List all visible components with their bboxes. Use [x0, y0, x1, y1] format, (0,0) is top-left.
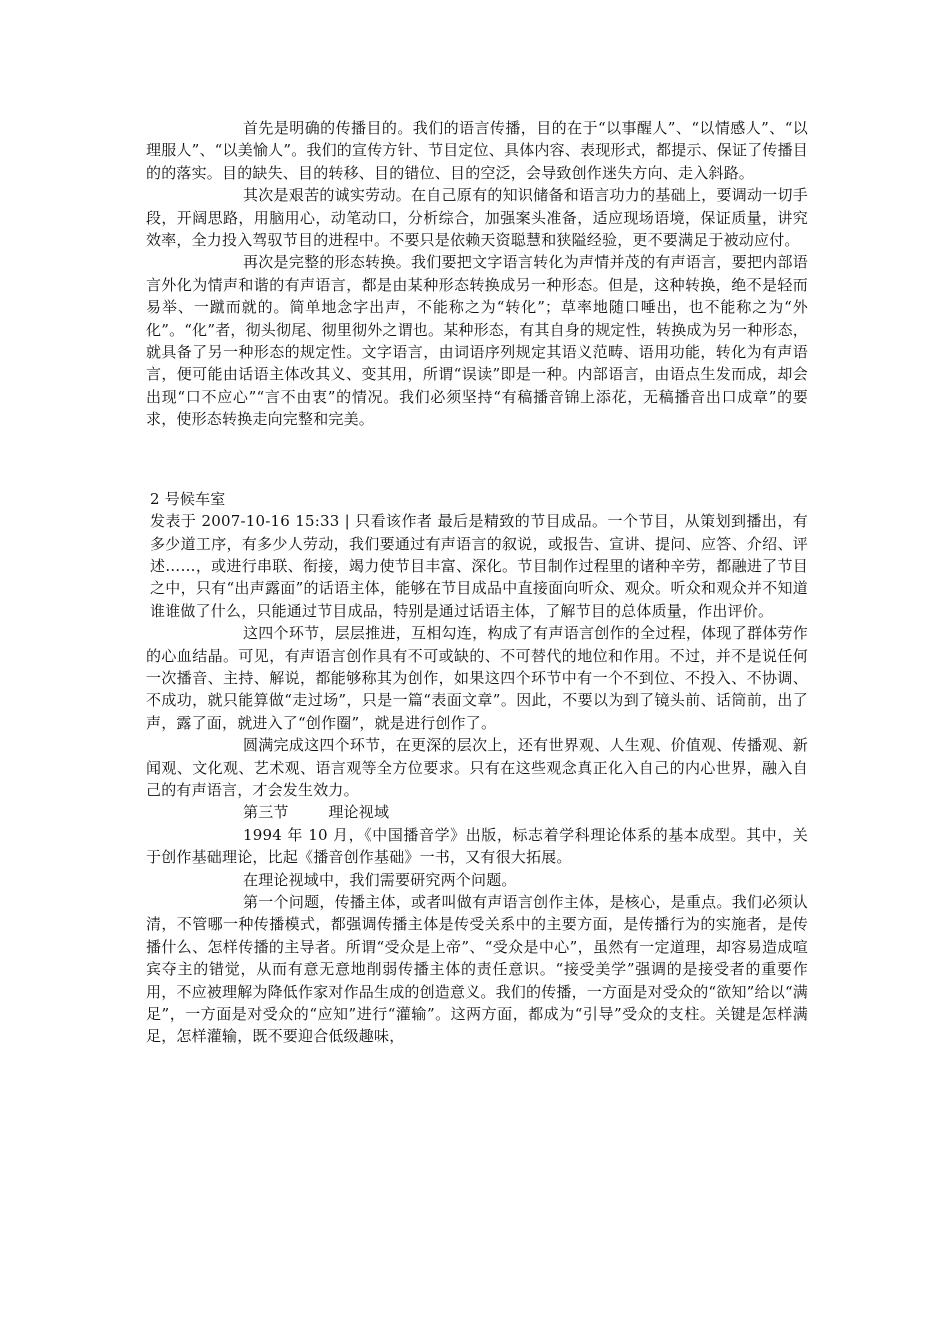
paragraph-two-questions: 在理论视域中，我们需要研究两个问题。	[243, 870, 517, 889]
paragraph-four-links: 这四个环节，层层推进，互相勾连，构成了有声语言创作的全过程，体现了群体劳作的心血结晶。可见，有声语言创作具有不可或缺的、不可替代的地位和作用。不过，并不是说任何一次播音、主持、解说，都能够称其为创作，如果这四个环节中有一个不到位、不投入、不协调、不成功，就只能算做“走过场”，只是一篇“表面文章”。因此，不要以为到了镜头前、话筒前，出了声，露了面，就进入了“创作圈”，就是进行创作了。	[146, 624, 808, 732]
paragraph-worldview: 圆满完成这四个环节，在更深的层次上，还有世界观、人生观、价值观、传播观、新闻观、文化观、艺术观、语言观等全方位要求。只有在这些观念真正化入自己的内心世界，融入自己的有声语言，才会发生效力。	[146, 736, 808, 799]
paragraph-first-question: 第一个问题，传播主体，或者叫做有声语言创作主体，是核心，是重点。我们必须认清，不管哪一种传播模式，都强调传播主体是传受关系中的主要方面，是传播行为的实施者，是传播什么、怎样传播的主导者。所谓“受众是上帝”、“受众是中心”，虽然有一定道理，却容易造成喧宾夺主的错觉，从而有意无意地削弱传播主体的责任意识。“接受美学”强调的是接受者的重要作用，不应被理解为降低作家对作品生成的创造意义。我们的传播，一方面是对受众的“欲知”给以“满足”，一方面是对受众的“应知”进行“灌输”。这两方面，都成为“引导”受众的支柱。关键是怎样满足，怎样灌输，既不要迎合低级趣味，	[146, 893, 809, 1046]
paragraph-purpose: 首先是明确的传播目的。我们的语言传播，目的在于“以事醒人”、“以情感人”、“以理服人”、“以美愉人”。我们的宣传方针、节目定位、具体内容、表现形式，都提示、保证了传播目的的落实。目的缺失、目的转移、目的错位、目的空泛，会导致创作迷失方向、走入斜路。	[146, 119, 809, 182]
document-page	[146, 117, 808, 1048]
paragraph-labor: 其次是艰苦的诚实劳动。在自己原有的知识储备和语言功力的基础上，要调动一切手段，开阔思路，用脑用心，动笔动口，分析综合，加强案头准备，适应现场语境，保证质量，讲究效率，全力投入驾驭节目的进程中。不要只是依赖天资聪慧和狭隘经验，更不要满足于被动应付。	[146, 186, 808, 250]
paragraph-publication: 1994 年 10 月，《中国播音学》出版，标志着学科理论体系的基本成型。其中，关于创作基础理论，比起《播音创作基础》一书，又有很大拓展。	[146, 825, 808, 867]
post-heading: 2 号候车室	[150, 489, 226, 508]
post-meta-paragraph: 发表于 2007-10-16 15:33 | 只看该作者 最后是精致的节目成品。一个节目，从策划到播出，有多少道工序，有多少人劳动，我们要通过有声语言的叙说，或报告、宣讲、提问、应答、介绍、评述……，或进行串联、衔接，竭力使节目丰富、深化。节目制作过程里的诸种辛劳，都融进了节目之中，只有“出声露面”的话语主体，能够在节目成品中直接面向听众、观众。听众和观众并不知道谁谁做了什么，只能通过节目成品，特别是通过话语主体，了解节目的总体质量，作出评价。	[150, 512, 808, 620]
section-gap	[146, 431, 808, 488]
section-title: 第三节 理论视域	[243, 803, 390, 822]
paragraph-transformation: 再次是完整的形态转换。我们要把文字语言转化为声情并茂的有声语言，要把内部语言外化为情声和谐的有声语言，都是由某种形态转换成另一种形态。但是，这种转换，绝不是轻而易举、一蹴而就的。简单地念字出声，不能称之为“转化”；草率地随口唾出，也不能称之为“外化”。“化”者，彻头彻尾、彻里彻外之谓也。某种形态，有其自身的规定性，转换成为另一种形态，就具备了另一种形态的规定性。文字语言，由词语序列规定其语义范畴、语用功能，转化为有声语言，便可能由话语主体改其义、变其用，所谓“误读”即是一种。内部语言，由语点生发而成，却会出现“口不应心”“言不由衷”的情况。我们必须坚持“有稿播音锦上添花，无稿播音出口成章”的要求，使形态转换走向完整和完美。	[146, 253, 809, 429]
